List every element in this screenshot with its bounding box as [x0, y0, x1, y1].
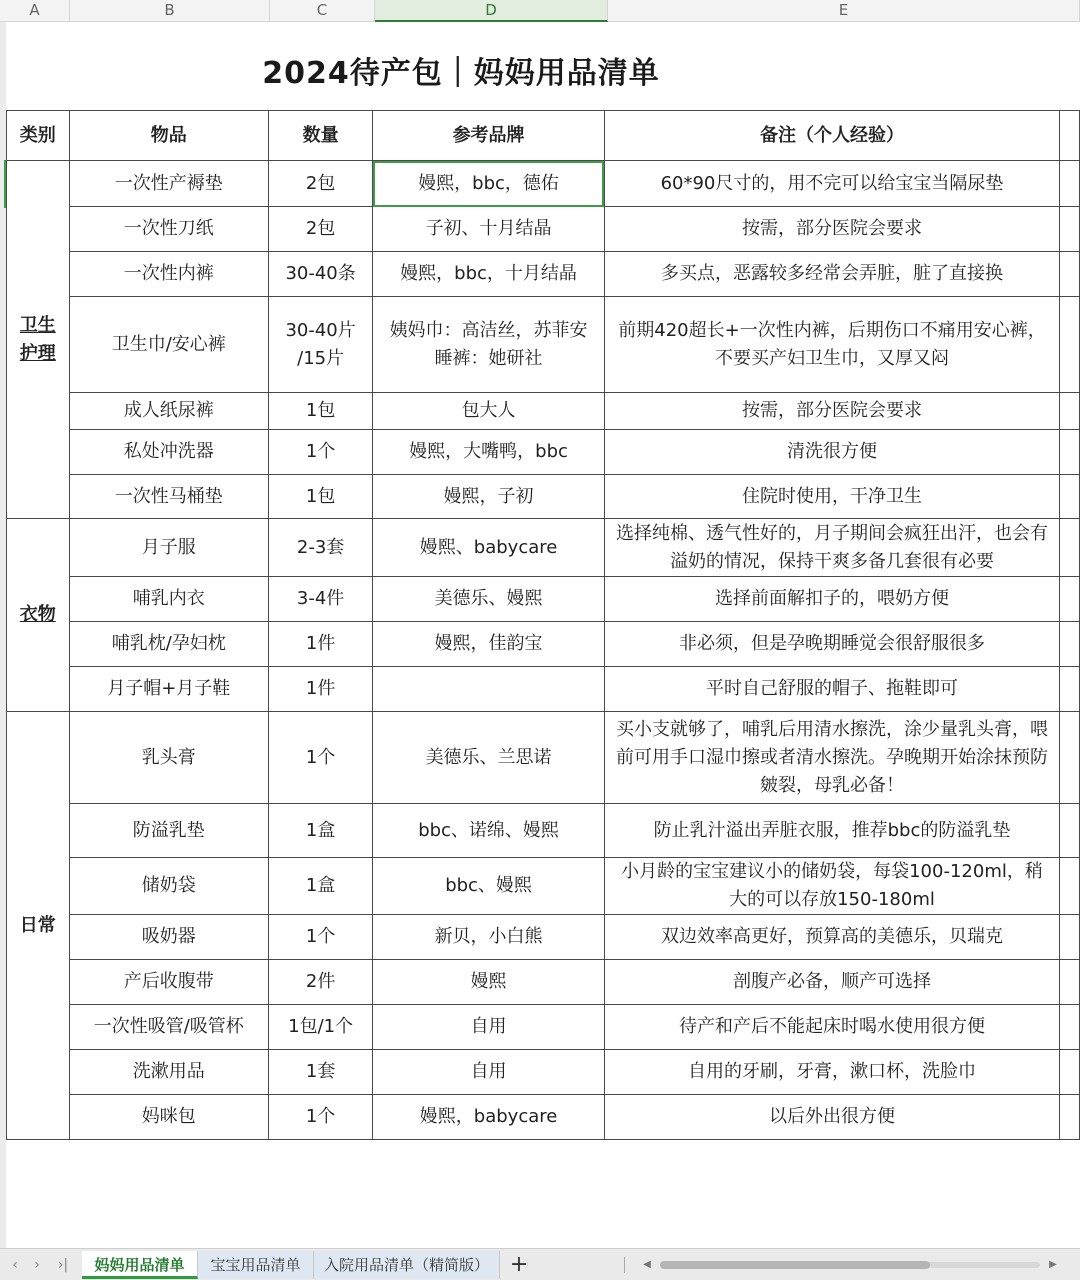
qty-cell[interactable]: 30-40片 /15片 — [268, 297, 372, 393]
header-note[interactable]: 备注（个人经验） — [604, 111, 1059, 161]
note-cell[interactable]: 按需，部分医院会要求 — [604, 207, 1059, 252]
extra-cell[interactable] — [1060, 858, 1080, 915]
item-cell[interactable]: 一次性吸管/吸管杯 — [69, 1005, 268, 1050]
brand-cell[interactable]: bbc、诺绵、嫚熙 — [373, 804, 605, 858]
qty-cell[interactable]: 30-40条 — [268, 252, 372, 297]
table-row — [7, 667, 1080, 712]
table-row — [7, 393, 1080, 430]
note-cell[interactable]: 60*90尺寸的，用不完可以给宝宝当隔尿垫 — [604, 161, 1059, 207]
qty-cell[interactable]: 1个 — [268, 915, 372, 960]
scroll-thumb[interactable] — [660, 1261, 930, 1269]
extra-cell[interactable] — [1060, 430, 1080, 475]
note-cell[interactable]: 选择纯棉、透气性好的，月子期间会疯狂出汗，也会有 溢奶的情况，保持干爽多备几套很有必要 — [604, 519, 1059, 577]
extra-cell[interactable] — [1060, 252, 1080, 297]
header-qty[interactable]: 数量 — [268, 111, 372, 161]
note-cell[interactable]: 非必须，但是孕晚期睡觉会很舒服很多 — [604, 622, 1059, 667]
tab-baby-items[interactable]: 宝宝用品清单 — [198, 1251, 314, 1279]
sheet-title[interactable]: 2024待产包｜妈妈用品清单 — [262, 56, 660, 91]
brand-cell[interactable]: 包大人 — [373, 393, 605, 430]
extra-cell[interactable] — [1060, 915, 1080, 960]
brand-cell[interactable]: 嫚熙，子初 — [373, 475, 605, 519]
item-cell[interactable]: 卫生巾/安心裤 — [69, 297, 268, 393]
item-cell[interactable]: 一次性内裤 — [69, 252, 268, 297]
qty-cell[interactable]: 1个 — [268, 1095, 372, 1140]
note-cell[interactable]: 按需，部分医院会要求 — [604, 393, 1059, 430]
note-cell[interactable]: 剖腹产必备，顺产可选择 — [604, 960, 1059, 1005]
extra-cell[interactable] — [1060, 1095, 1080, 1140]
item-cell[interactable]: 月子帽+月子鞋 — [69, 667, 268, 712]
table-row — [7, 252, 1080, 297]
brand-cell[interactable] — [373, 667, 605, 712]
last-sheet-icon[interactable]: ›| — [57, 1257, 69, 1273]
brand-cell[interactable]: 美德乐、嫚熙 — [373, 577, 605, 622]
item-cell[interactable]: 储奶袋 — [69, 858, 268, 915]
extra-cell[interactable] — [1060, 960, 1080, 1005]
note-cell[interactable]: 防止乳汁溢出弄脏衣服，推荐bbc的防溢乳垫 — [604, 804, 1059, 858]
item-cell[interactable]: 月子服 — [69, 519, 268, 577]
extra-cell[interactable] — [1060, 577, 1080, 622]
brand-cell[interactable]: 嫚熙，bbc，十月结晶 — [373, 252, 605, 297]
extra-cell[interactable] — [1060, 475, 1080, 519]
scroll-right-icon[interactable]: ▶ — [1049, 1259, 1057, 1270]
qty-cell[interactable]: 1包 — [268, 475, 372, 519]
brand-cell[interactable]: 新贝，小白熊 — [373, 915, 605, 960]
note-cell[interactable]: 小月龄的宝宝建议小的储奶袋，每袋100-120ml，稍 大的可以存放150-180ml — [604, 858, 1059, 915]
item-cell[interactable]: 妈咪包 — [69, 1095, 268, 1140]
tab-mom-items[interactable]: 妈妈用品清单 — [82, 1251, 198, 1279]
prev-sheet-icon[interactable]: ‹ — [12, 1257, 18, 1273]
brand-cell[interactable]: 子初、十月结晶 — [373, 207, 605, 252]
horizontal-scrollbar[interactable] — [640, 1257, 1060, 1273]
item-cell[interactable]: 防溢乳垫 — [69, 804, 268, 858]
note-cell[interactable]: 前期420超长+一次性内裤，后期伤口不痛用安心裤， 不要买产妇卫生巾，又厚又闷 — [604, 297, 1059, 393]
note-cell[interactable]: 平时自己舒服的帽子、拖鞋即可 — [604, 667, 1059, 712]
item-cell[interactable]: 一次性刀纸 — [69, 207, 268, 252]
extra-cell[interactable] — [1060, 161, 1080, 207]
note-cell[interactable]: 双边效率高更好，预算高的美德乐，贝瑞克 — [604, 915, 1059, 960]
extra-cell[interactable] — [1060, 712, 1080, 804]
table-row — [7, 960, 1080, 1005]
qty-cell[interactable]: 3-4件 — [268, 577, 372, 622]
qty-cell[interactable]: 1包/1个 — [268, 1005, 372, 1050]
extra-cell[interactable] — [1060, 1005, 1080, 1050]
category-daily[interactable]: 日常 — [7, 712, 70, 1140]
brand-cell-selected[interactable]: 嫚熙，bbc，德佑 — [373, 161, 605, 207]
qty-cell[interactable]: 2包 — [268, 161, 372, 207]
item-cell[interactable]: 一次性产褥垫 — [69, 161, 268, 207]
brand-cell[interactable]: 嫚熙、babycare — [373, 519, 605, 577]
sheet-tab-bar — [0, 1248, 1080, 1280]
qty-cell[interactable]: 2件 — [268, 960, 372, 1005]
table-row — [7, 1005, 1080, 1050]
column-header-a[interactable]: A — [0, 0, 70, 22]
extra-cell[interactable] — [1060, 804, 1080, 858]
qty-cell[interactable]: 1盒 — [268, 858, 372, 915]
qty-cell[interactable]: 1件 — [268, 622, 372, 667]
note-cell[interactable]: 多买点，恶露较多经常会弄脏，脏了直接换 — [604, 252, 1059, 297]
brand-cell[interactable]: 姨妈巾：高洁丝，苏菲安 睡裤：她研社 — [373, 297, 605, 393]
note-cell[interactable]: 以后外出很方便 — [604, 1095, 1059, 1140]
item-cell[interactable]: 私处冲洗器 — [69, 430, 268, 475]
item-cell[interactable]: 哺乳枕/孕妇枕 — [69, 622, 268, 667]
brand-cell[interactable]: 自用 — [373, 1050, 605, 1095]
qty-cell[interactable]: 1个 — [268, 712, 372, 804]
scroll-left-icon[interactable]: ◀ — [643, 1259, 651, 1270]
table-row — [7, 622, 1080, 667]
next-sheet-icon[interactable]: › — [34, 1257, 40, 1273]
item-cell[interactable]: 洗漱用品 — [69, 1050, 268, 1095]
qty-cell[interactable]: 1包 — [268, 393, 372, 430]
note-cell[interactable]: 住院时使用，干净卫生 — [604, 475, 1059, 519]
brand-cell[interactable]: 嫚熙，babycare — [373, 1095, 605, 1140]
column-header-b[interactable]: B — [70, 0, 270, 22]
add-sheet-button[interactable]: + — [509, 1252, 529, 1277]
extra-cell[interactable] — [1060, 297, 1080, 393]
brand-cell[interactable]: 嫚熙，佳韵宝 — [373, 622, 605, 667]
table-row — [7, 430, 1080, 475]
header-brand[interactable]: 参考品牌 — [373, 111, 605, 161]
category-clothes[interactable]: 衣物 — [7, 519, 70, 712]
note-cell[interactable]: 买小支就够了，哺乳后用清水擦洗，涂少量乳头膏，喂 前可用手口湿巾擦或者清水擦洗。孕晚期开始涂抹预防 皴裂，母乳必备！ — [604, 712, 1059, 804]
table-row — [7, 1050, 1080, 1095]
header-row — [7, 111, 1080, 161]
extra-cell[interactable] — [1060, 667, 1080, 712]
header-item[interactable]: 物品 — [69, 111, 268, 161]
item-cell[interactable]: 哺乳内衣 — [69, 577, 268, 622]
qty-cell[interactable]: 2包 — [268, 207, 372, 252]
column-header-d[interactable]: D — [375, 0, 608, 22]
table-row — [7, 858, 1080, 915]
item-cell[interactable]: 产后收腹带 — [69, 960, 268, 1005]
header-category[interactable]: 类别 — [7, 111, 70, 161]
brand-cell[interactable]: bbc、嫚熙 — [373, 858, 605, 915]
header-extra[interactable] — [1060, 111, 1080, 161]
qty-cell[interactable]: 1件 — [268, 667, 372, 712]
item-cell[interactable]: 乳头膏 — [69, 712, 268, 804]
category-hygiene[interactable]: 卫生 护理 — [7, 161, 70, 519]
note-cell[interactable]: 自用的牙刷，牙膏，漱口杯，洗脸巾 — [604, 1050, 1059, 1095]
extra-cell[interactable] — [1060, 519, 1080, 577]
item-cell[interactable]: 一次性马桶垫 — [69, 475, 268, 519]
note-cell[interactable]: 清洗很方便 — [604, 430, 1059, 475]
column-header-c[interactable]: C — [270, 0, 375, 22]
table-row — [7, 475, 1080, 519]
note-cell[interactable]: 待产和产后不能起床时喝水使用很方便 — [604, 1005, 1059, 1050]
brand-cell[interactable]: 嫚熙 — [373, 960, 605, 1005]
qty-cell[interactable]: 1个 — [268, 430, 372, 475]
note-cell[interactable]: 选择前面解扣子的，喂奶方便 — [604, 577, 1059, 622]
table-row — [7, 1095, 1080, 1140]
qty-cell[interactable]: 1盒 — [268, 804, 372, 858]
divider — [624, 1257, 625, 1273]
table-row — [7, 915, 1080, 960]
brand-cell[interactable]: 自用 — [373, 1005, 605, 1050]
extra-cell[interactable] — [1060, 393, 1080, 430]
table-row — [7, 804, 1080, 858]
extra-cell[interactable] — [1060, 1050, 1080, 1095]
data-table — [6, 110, 1080, 1140]
item-cell[interactable]: 成人纸尿裤 — [69, 393, 268, 430]
tab-hospital-items[interactable]: 入院用品清单（精简版） — [314, 1251, 500, 1279]
column-header-e[interactable]: E — [608, 0, 1080, 22]
qty-cell[interactable]: 1套 — [268, 1050, 372, 1095]
item-cell[interactable]: 吸奶器 — [69, 915, 268, 960]
extra-cell[interactable] — [1060, 207, 1080, 252]
table-row — [7, 207, 1080, 252]
brand-cell[interactable]: 嫚熙，大嘴鸭，bbc — [373, 430, 605, 475]
sheet-area — [0, 22, 1080, 1248]
extra-cell[interactable] — [1060, 622, 1080, 667]
table-row — [7, 297, 1080, 393]
brand-cell[interactable]: 美德乐、兰思诺 — [373, 712, 605, 804]
table-row — [7, 712, 1080, 804]
qty-cell[interactable]: 2-3套 — [268, 519, 372, 577]
table-row — [7, 161, 1080, 207]
table-row — [7, 577, 1080, 622]
column-header-bar — [0, 0, 1080, 22]
table-row — [7, 519, 1080, 577]
